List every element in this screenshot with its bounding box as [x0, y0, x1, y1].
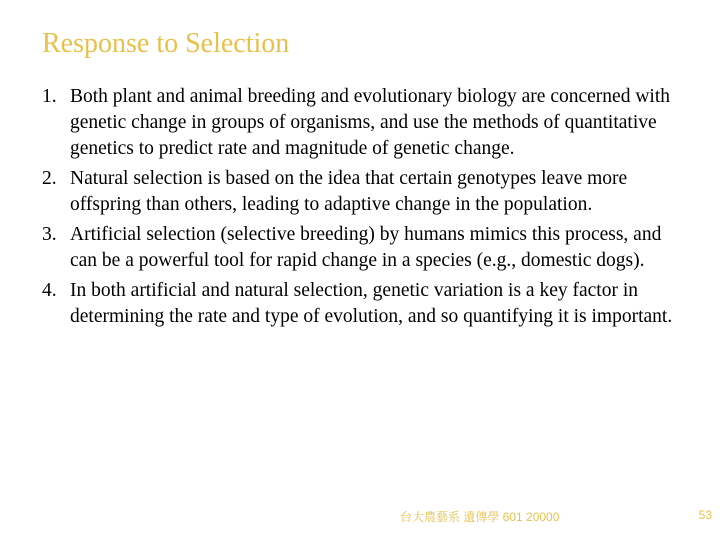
- slide-title: Response to Selection: [42, 28, 290, 59]
- page-number: 53: [698, 508, 712, 522]
- list-item-text: Natural selection is based on the idea that certain genotypes leave more offspring than others, leading to adaptive change in the population.: [70, 168, 628, 215]
- list-item-number: 2.: [42, 168, 57, 189]
- list-item: [42, 222, 682, 274]
- slide-footer: 台大農藝系 遺傳學 601 20000: [400, 510, 560, 524]
- list-item-text: In both artificial and natural selection, genetic variation is a key factor in determining the rate and type of evolution, and so quantifying it is important.: [70, 280, 673, 327]
- list-item-number: 3.: [42, 224, 57, 245]
- list-item-number: 4.: [42, 280, 57, 301]
- list-item-text: Artificial selection (selective breeding) by humans mimics this process, and can be a powerful tool for rapid change in a species (e.g., domestic dogs).: [70, 224, 662, 271]
- list-item-text: Both plant and animal breeding and evolutionary biology are concerned with genetic change in groups of organisms, and use the methods of quantitative genetics to predict rate and magnitude of genetic change.: [70, 86, 670, 159]
- list-item: [42, 166, 682, 218]
- list-item-number: 1.: [42, 86, 57, 107]
- bullet-list: [42, 84, 682, 334]
- list-item: [42, 84, 682, 162]
- list-item: [42, 278, 682, 330]
